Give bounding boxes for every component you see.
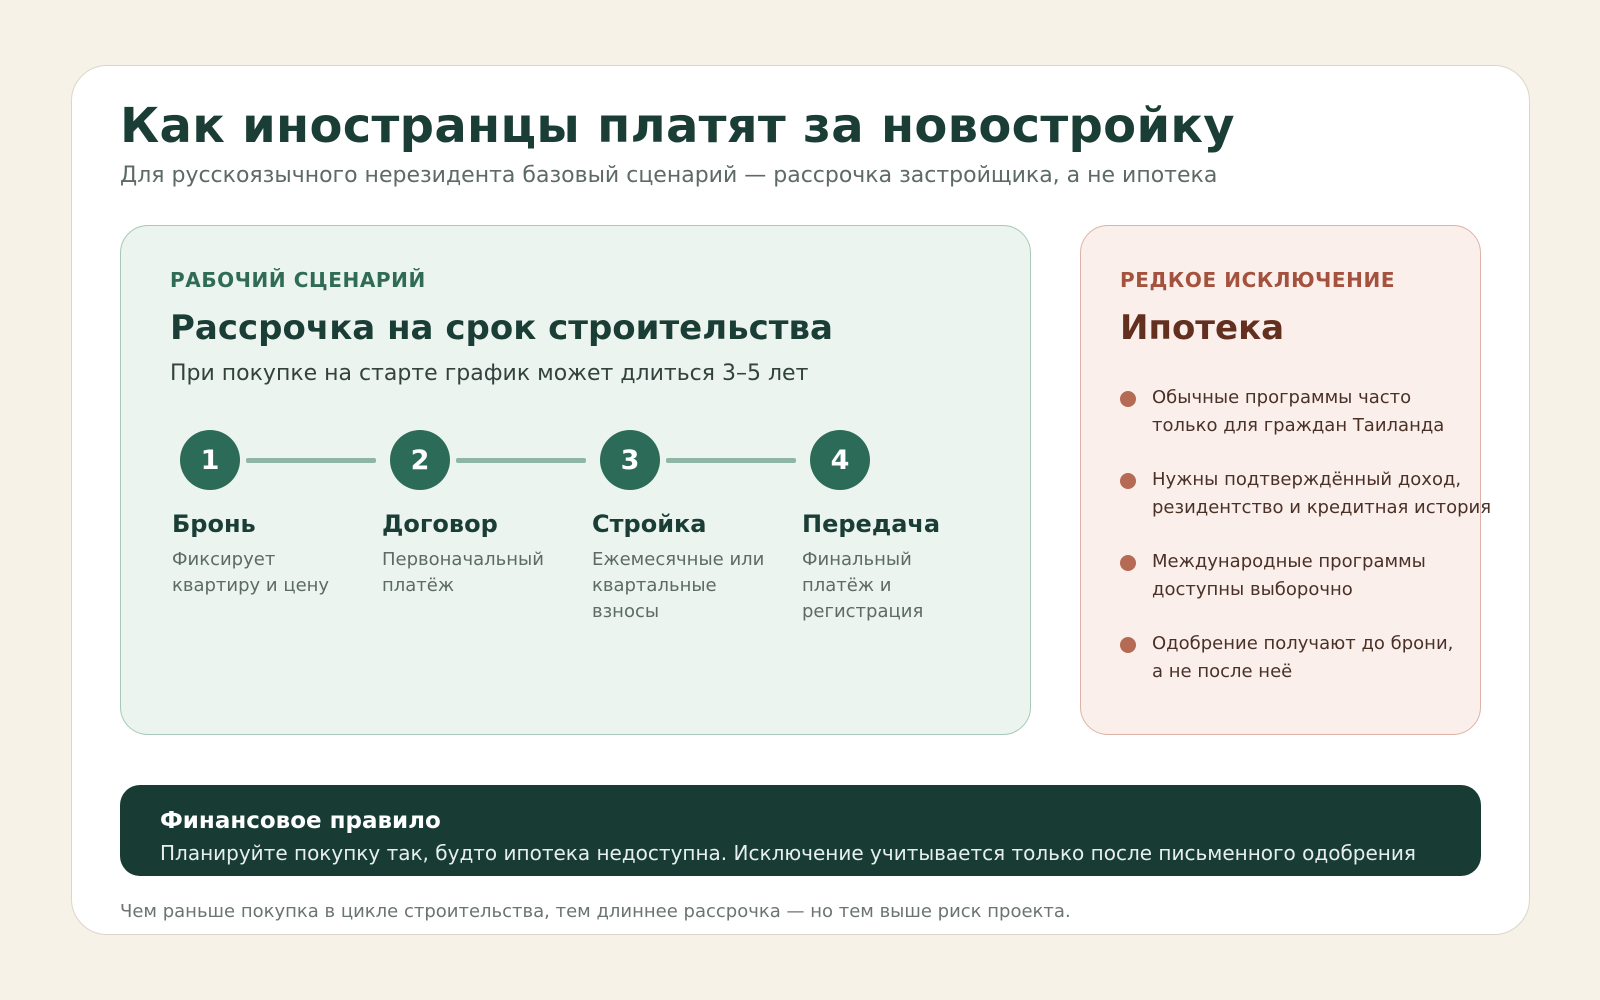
installment-heading: Рассрочка на срок строительства: [170, 308, 833, 348]
page-title: Как иностранцы платят за новостройку: [120, 98, 1235, 154]
step-number-2: 2: [390, 430, 450, 490]
step-title-booking: Бронь: [172, 510, 256, 538]
page-subtitle: Для русскоязычного нерезидента базовый сценарий — рассрочка застройщика, а не ипотека: [120, 163, 1218, 188]
footnote: Чем раньше покупка в цикле строительства, тем длиннее рассрочка — но тем выше риск проекта.: [120, 901, 1071, 922]
bullet-dot-icon: [1120, 391, 1136, 407]
step-title-contract: Договор: [382, 510, 498, 538]
step-number-4: 4: [810, 430, 870, 490]
step-number-1: 1: [180, 430, 240, 490]
installment-description: При покупке на старте график может длиться 3–5 лет: [170, 361, 809, 386]
mortgage-bullet: [1120, 466, 1495, 522]
bullet-dot-icon: [1120, 473, 1136, 489]
bullet-text-line: доступны выборочно: [1152, 579, 1353, 600]
mortgage-eyebrow: РЕДКОЕ ИСКЛЮЧЕНИЕ: [1120, 268, 1396, 292]
step-title-construction: Стройка: [592, 510, 707, 538]
mortgage-bullet: [1120, 630, 1495, 686]
finance-rule-title: Финансовое правило: [160, 808, 441, 834]
bullet-text-line: а не после неё: [1152, 661, 1293, 682]
bullet-text-line: Нужны подтверждённый доход,: [1152, 469, 1462, 490]
step-desc-contract: Первоначальный платёж: [382, 549, 544, 596]
step-desc-booking: Фиксирует квартиру и цену: [172, 549, 330, 596]
installment-eyebrow: РАБОЧИЙ СЦЕНАРИЙ: [170, 268, 426, 292]
step-number-3: 3: [600, 430, 660, 490]
mortgage-heading: Ипотека: [1120, 308, 1285, 348]
mortgage-bullet: [1120, 548, 1495, 604]
step-connector: [456, 458, 586, 463]
bullet-text-line: Одобрение получают до брони,: [1152, 633, 1454, 654]
bullet-dot-icon: [1120, 555, 1136, 571]
step-desc-construction: Ежемесячные или квартальные взносы: [592, 549, 765, 622]
installment-panel: [120, 225, 1031, 735]
finance-rule-text: Планируйте покупку так, будто ипотека недоступна. Исключение учитывается только после письменного одобрения: [160, 841, 1416, 865]
step-desc-handover: Финальный платёж и регистрация: [802, 549, 924, 622]
bullet-text-line: только для граждан Таиланда: [1152, 415, 1445, 436]
mortgage-bullet: [1120, 384, 1495, 440]
bullet-dot-icon: [1120, 637, 1136, 653]
bullet-text-line: резидентство и кредитная история: [1152, 497, 1492, 518]
step-connector: [246, 458, 376, 463]
step-title-handover: Передача: [802, 510, 941, 538]
bullet-text-line: Международные программы: [1152, 551, 1426, 572]
bullet-text-line: Обычные программы часто: [1152, 387, 1412, 408]
step-connector: [666, 458, 796, 463]
